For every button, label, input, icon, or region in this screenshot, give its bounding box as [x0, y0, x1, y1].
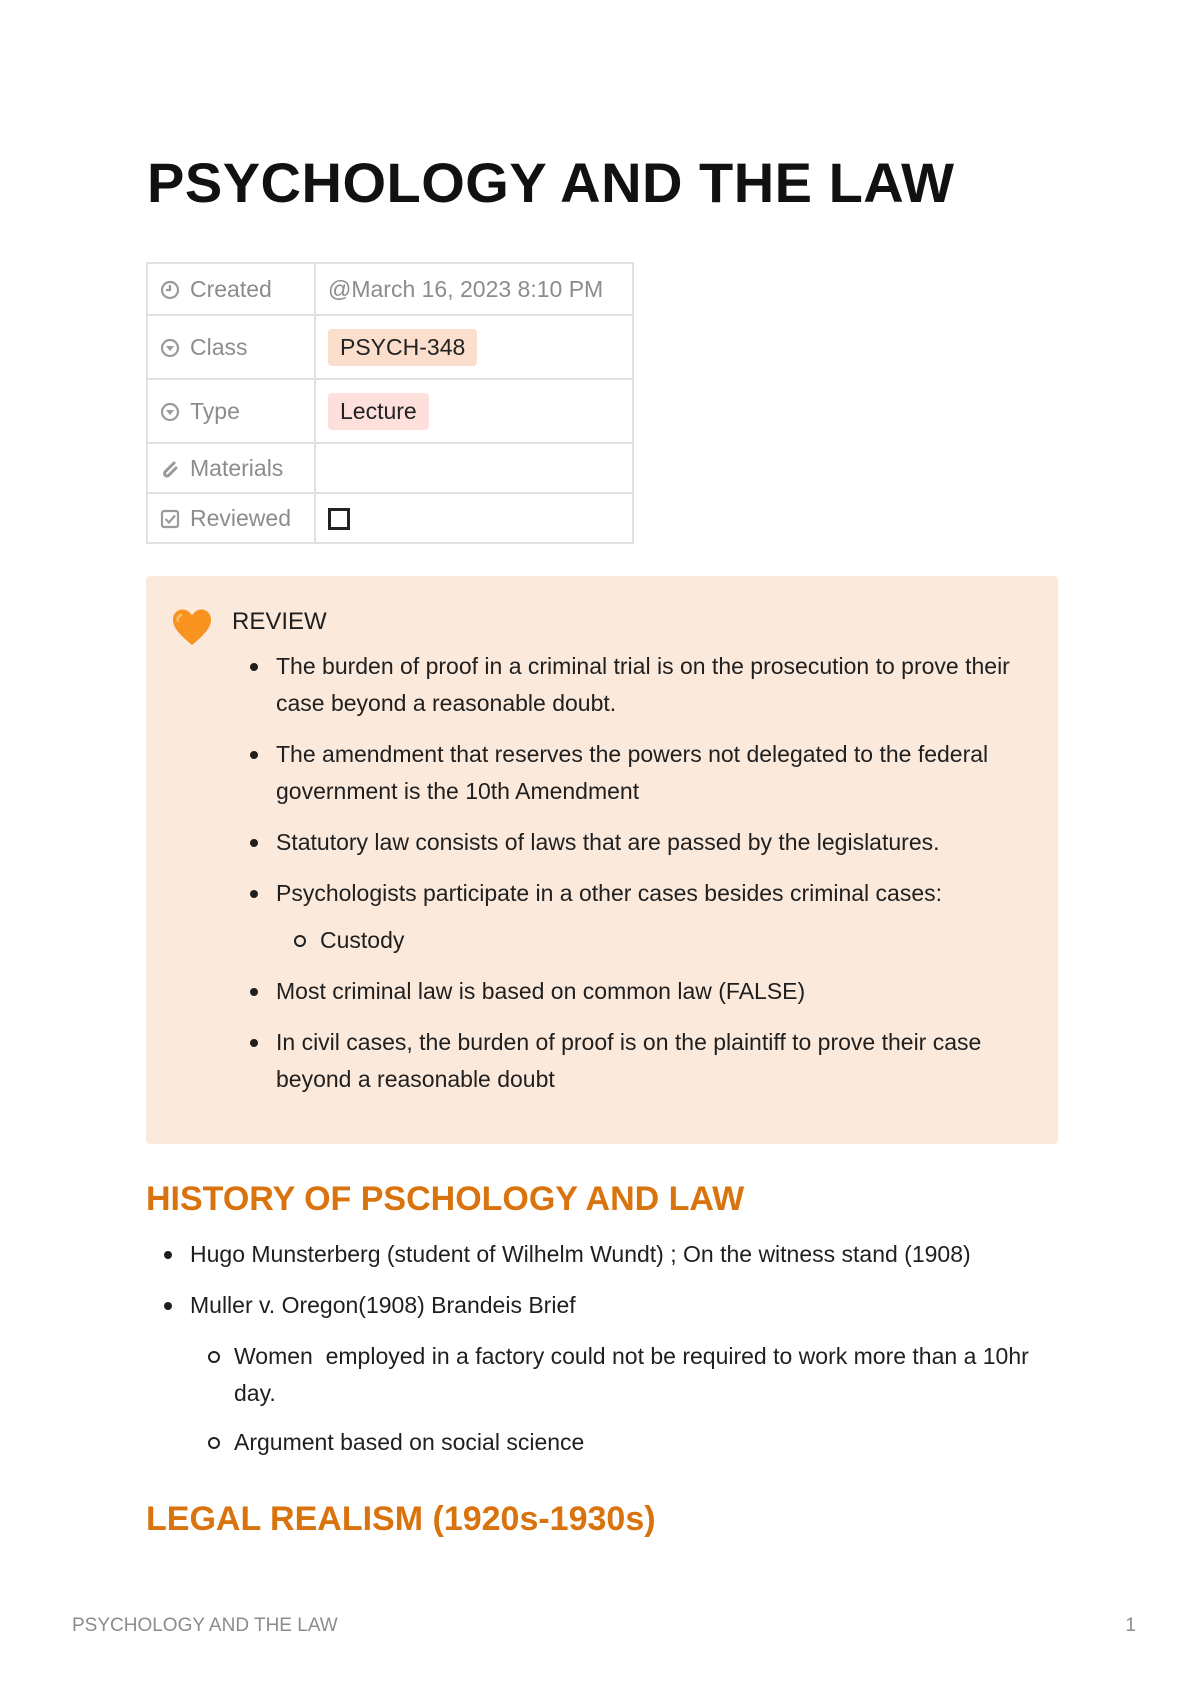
property-label: Reviewed [190, 504, 291, 531]
property-key-created [147, 263, 315, 315]
bullet [164, 1251, 172, 1259]
bullet [250, 663, 258, 671]
list-item-text: In civil cases, the burden of proof is on the plaintiff to prove their case beyond a reasonable doubt [276, 1029, 982, 1092]
bullet [250, 1039, 258, 1047]
nested-list-item [320, 922, 1046, 959]
bullet [164, 1302, 172, 1310]
list-item-text: Psychologists participate in a other cases besides criminal cases: [276, 880, 943, 906]
list-item [190, 1287, 1070, 1461]
checkbox-icon [160, 509, 180, 529]
paperclip-icon [160, 459, 180, 479]
class-tag[interactable]: PSYCH-348 [328, 329, 477, 366]
bullet [250, 988, 258, 996]
page-title: PSYCHOLOGY AND THE LAW [147, 151, 955, 214]
property-label: Materials [190, 454, 284, 481]
created-value[interactable]: @March 16, 2023 8:10 PM [315, 263, 633, 315]
property-label: Created [190, 275, 272, 302]
property-row-created [147, 263, 633, 315]
reviewed-checkbox[interactable] [328, 508, 350, 530]
list-item-text: Most criminal law is based on common law (FALSE) [276, 978, 806, 1004]
class-value-cell[interactable] [315, 315, 633, 379]
materials-value[interactable] [315, 443, 633, 493]
list-item [276, 875, 1046, 959]
nested-list [234, 1338, 1070, 1461]
property-row-materials [147, 443, 633, 493]
property-row-type [147, 379, 633, 443]
select-icon [160, 338, 180, 358]
bullet [250, 839, 258, 847]
list-item [276, 1024, 1046, 1098]
type-value-cell[interactable] [315, 379, 633, 443]
hollow-bullet [208, 1437, 220, 1449]
list-item [276, 648, 1046, 722]
property-key-type [147, 379, 315, 443]
history-list [190, 1236, 1070, 1475]
review-callout [146, 576, 1058, 1144]
list-item-text: Statutory law consists of laws that are passed by the legislatures. [276, 829, 940, 855]
list-item [190, 1236, 1070, 1273]
nested-list [320, 922, 1046, 959]
list-item-text: The amendment that reserves the powers not delegated to the federal government is the 10th Amendment [276, 741, 989, 804]
footer-title: PSYCHOLOGY AND THE LAW [72, 1615, 338, 1636]
list-item-text: The burden of proof in a criminal trial is on the prosecution to prove their case beyond a reasonable doubt. [276, 653, 1010, 716]
callout-title: REVIEW [232, 608, 327, 635]
bullet [250, 751, 258, 759]
list-item-text: Argument based on social science [234, 1429, 585, 1455]
reviewed-value-cell[interactable] [315, 493, 633, 543]
list-item [276, 824, 1046, 861]
bullet [250, 890, 258, 898]
nested-list-item [234, 1338, 1070, 1412]
list-item-text: Custody [320, 927, 405, 953]
property-label: Type [190, 397, 240, 424]
list-item-text: Women employed in a factory could not be required to work more than a 10hr day. [234, 1343, 1036, 1406]
properties-table [146, 262, 634, 544]
select-icon [160, 402, 180, 422]
list-item-text: Hugo Munsterberg (student of Wilhelm Wundt) ; On the witness stand (1908) [190, 1241, 971, 1267]
property-row-reviewed [147, 493, 633, 543]
section-heading-legal-realism: LEGAL REALISM (1920s-1930s) [146, 1500, 656, 1538]
type-tag[interactable]: Lecture [328, 393, 429, 430]
list-item [276, 973, 1046, 1010]
hollow-bullet [294, 935, 306, 947]
list-item [276, 736, 1046, 810]
page-number: 1 [1125, 1615, 1136, 1636]
property-row-class [147, 315, 633, 379]
property-key-materials [147, 443, 315, 493]
property-label: Class [190, 333, 248, 360]
nested-list-item [234, 1424, 1070, 1461]
hollow-bullet [208, 1351, 220, 1363]
orange-heart-icon [170, 606, 214, 650]
review-list [276, 648, 1046, 1112]
property-key-reviewed [147, 493, 315, 543]
property-key-class [147, 315, 315, 379]
clock-icon [160, 280, 180, 300]
section-heading-history: HISTORY OF PSCHOLOGY AND LAW [146, 1180, 745, 1218]
list-item-text: Muller v. Oregon(1908) Brandeis Brief [190, 1292, 576, 1318]
